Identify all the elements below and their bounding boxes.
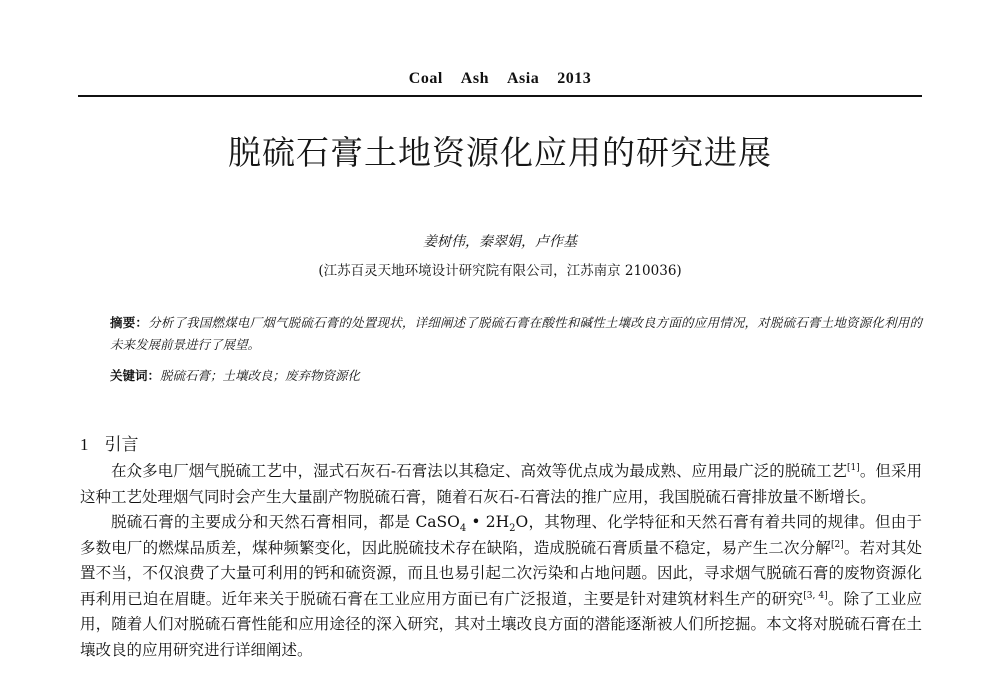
paragraph-1 (80, 459, 922, 510)
paragraph-2-text-a: 脱硫石膏的主要成分和天然石膏相同，都是 CaSO (111, 513, 460, 531)
abstract (110, 312, 922, 356)
keywords-label: 关键词： (110, 368, 161, 383)
subscript-4: 4 (459, 523, 467, 535)
paragraph-1-text-b: 。但采用这种工艺处理烟气同时会产生大量副产物脱硫石膏，随着石灰石-石膏法的推广应用，我国脱硫石膏排放量不断增长。 (80, 462, 922, 506)
abstract-text: 分析了我国燃煤电厂烟气脱硫石膏的处置现状，详细阐述了脱硫石膏在酸性和碱性土壤改良方面的应用情况，对脱硫石膏土地资源化利用的未来发展前景进行了展望。 (110, 315, 922, 352)
citation-2: [2] (831, 539, 844, 550)
paragraph-1-text-a: 在众多电厂烟气脱硫工艺中，湿式石灰石-石膏法以其稳定、高效等优点成为最成熟、应用最广泛的脱硫工艺 (111, 462, 848, 480)
journal-word-1: Coal (408, 70, 443, 87)
keywords (110, 366, 922, 384)
section-heading (80, 430, 139, 455)
journal-year: 2013 (557, 70, 592, 87)
section-title: 引言 (104, 435, 139, 455)
subscript-2: 2 (509, 523, 516, 535)
paragraph-2-text-d: 。若对其处置不当，不仅浪费了大量可利用的钙和硫资源，而且也易引起二次污染和占地问题。因此，寻求烟气脱硫石膏的废物资源化再利用已迫在眉睫。近年来关于脱硫石膏在工业应用方面已有广泛报道，主要是针对建筑材料生产的研究 (80, 538, 922, 608)
section-number: 1 (80, 435, 89, 454)
paragraph-2 (80, 510, 922, 663)
author-list: 姜树伟，秦翠娟，卢作基 (423, 234, 577, 250)
header-rule (78, 95, 922, 97)
abstract-label: 摘要： (110, 315, 149, 330)
paragraph-2-text-b: • 2H (466, 513, 510, 531)
journal-word-2: Ash (460, 70, 489, 87)
journal-word-3: Asia (506, 70, 540, 87)
body-text (80, 459, 922, 663)
paragraph-2-text-e: 。除了工业应用，随着人们对脱硫石膏性能和应用途径的深入研究，其对土壤改良方面的潜能逐渐被人们所挖掘。本文将对脱硫石膏在土壤改良的应用研究进行详细阐述。 (80, 589, 922, 659)
paper-title: 脱硫石膏土地资源化应用的研究进展 (228, 133, 772, 172)
citation-1: [1] (847, 462, 860, 473)
citation-3-4: [3, 4] (803, 590, 828, 601)
running-header (0, 70, 1000, 88)
keywords-text: 脱硫石膏；土壤改良；废弃物资源化 (160, 368, 361, 383)
affiliation: (江苏百灵天地环境设计研究院有限公司，江苏南京 210036) (318, 263, 682, 279)
paragraph-2-text-c: O，其物理、化学特征和天然石膏有着共同的规律。但由于多数电厂的燃煤品质差，煤种频繁变化，因此脱硫技术存在缺陷，造成脱硫石膏质量不稳定，易产生二次分解 (80, 513, 922, 557)
